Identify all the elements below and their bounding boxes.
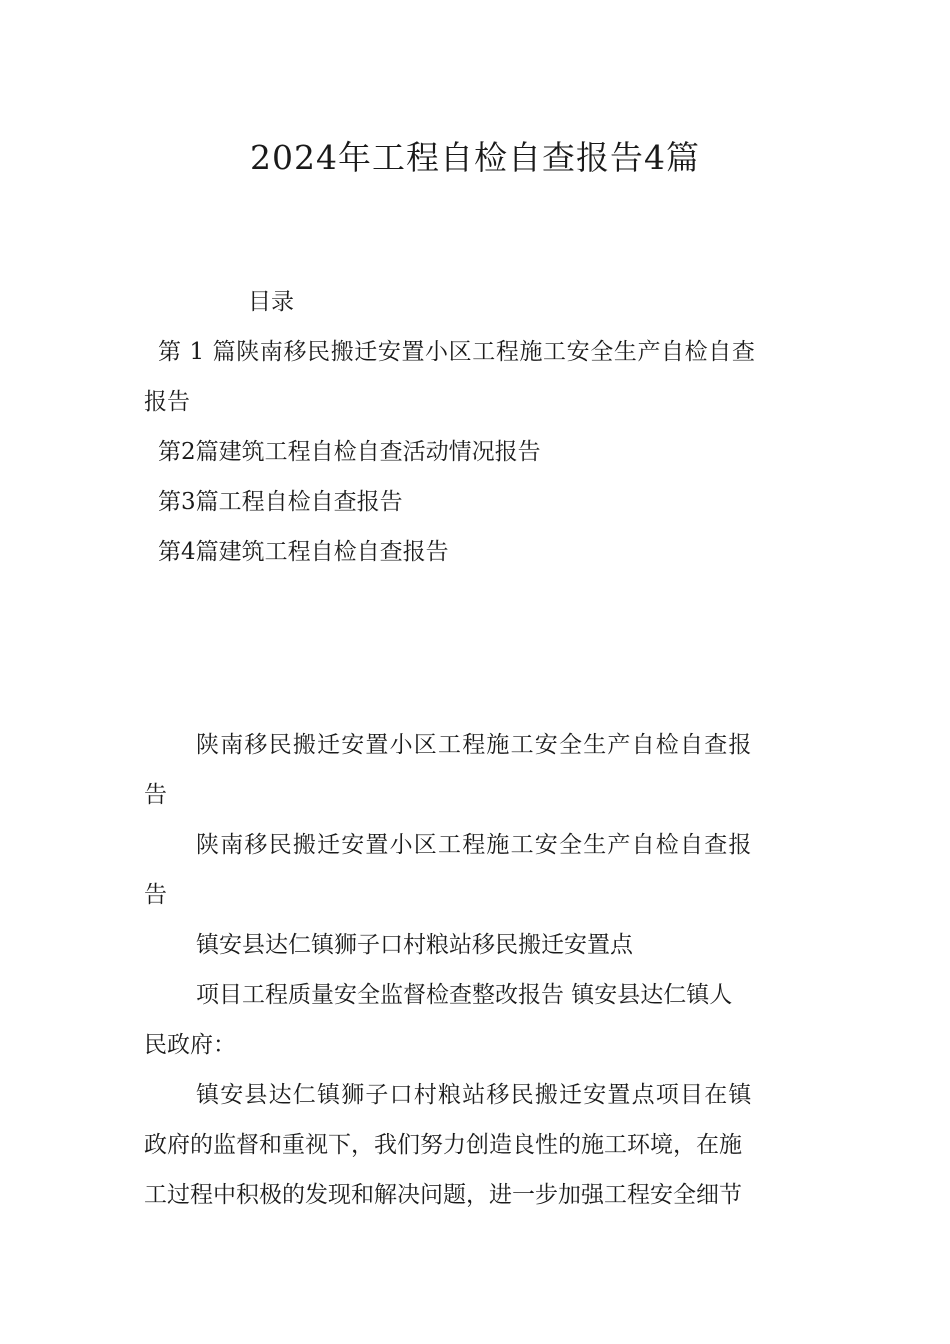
toc-item-4: 第4篇建筑工程自检自查报告 — [158, 539, 449, 565]
paragraph-4 — [144, 970, 844, 1070]
toc-item-1-line1: 第 1 篇陕南移民搬迁安置小区工程施工安全生产自检自查 — [158, 339, 756, 365]
paragraph-2-line2: 告 — [144, 882, 167, 908]
paragraph-2-line1: 陕南移民搬迁安置小区工程施工安全生产自检自查报 — [196, 832, 753, 858]
table-of-contents — [144, 277, 834, 577]
paragraph-3 — [144, 920, 844, 970]
paragraph-1-line2: 告 — [144, 782, 167, 808]
paragraph-3-line1: 镇安县达仁镇狮子口村粮站移民搬迁安置点 — [196, 932, 633, 958]
document-title: 2024年工程自检自查报告4篇 — [250, 138, 700, 177]
toc-item-1 — [144, 327, 834, 427]
toc-item-2: 第2篇建筑工程自检自查活动情况报告 — [158, 439, 541, 465]
toc-item-3: 第3篇工程自检自查报告 — [158, 489, 403, 515]
document-body — [144, 720, 844, 1220]
toc-heading: 目录 — [248, 289, 294, 315]
paragraph-5-line3: 工过程中积极的发现和解决问题，进一步加强工程安全细节 — [144, 1182, 742, 1208]
paragraph-4-line1: 项目工程质量安全监督检查整改报告 镇安县达仁镇人 — [196, 982, 733, 1008]
paragraph-1 — [144, 720, 844, 820]
paragraph-4-line2: 民政府： — [144, 1032, 236, 1058]
paragraph-1-line1: 陕南移民搬迁安置小区工程施工安全生产自检自查报 — [196, 732, 753, 758]
paragraph-5-line1: 镇安县达仁镇狮子口村粮站移民搬迁安置点项目在镇 — [196, 1082, 753, 1108]
toc-item-1-line2: 报告 — [144, 389, 190, 415]
paragraph-5 — [144, 1070, 844, 1220]
paragraph-2 — [144, 820, 844, 920]
paragraph-5-line2: 政府的监督和重视下，我们努力创造良性的施工环境，在施 — [144, 1132, 742, 1158]
